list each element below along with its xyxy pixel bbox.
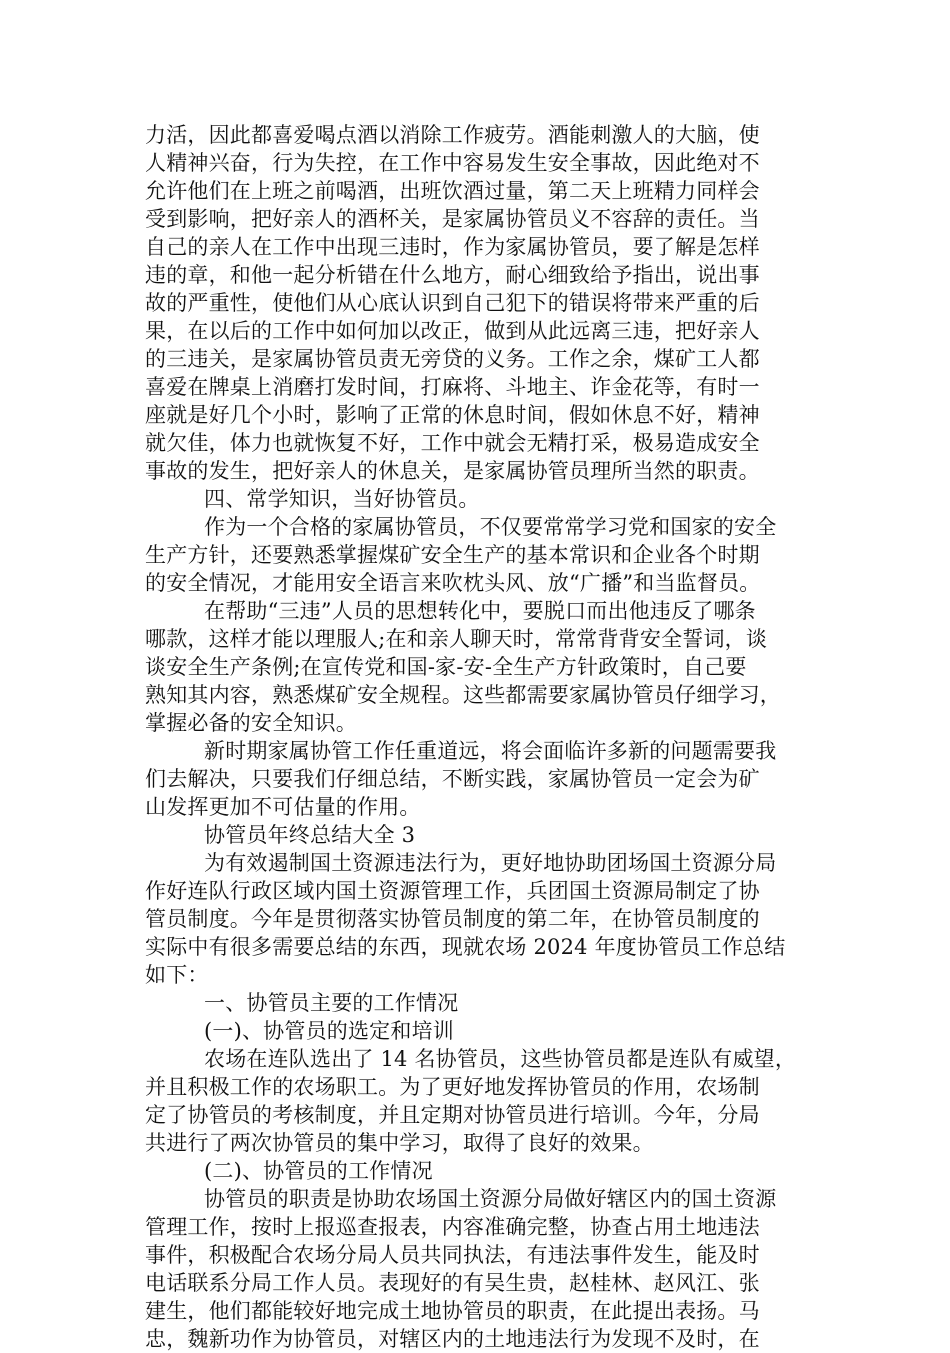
text-line: 协管员年终总结大全 3 [204, 823, 416, 847]
text-line: 故的严重性，使他们从心底认识到自己犯下的错误将带来严重的后 [145, 291, 760, 315]
text-line: 允许他们在上班之前喝酒，出班饮酒过量，第二天上班精力同样会 [145, 179, 760, 203]
text-line: 谈安全生产条例;在宣传党和国-家-安-全生产方针政策时，自己要 [145, 655, 747, 679]
text-line: 在帮助“三违”人员的思想转化中，要脱口而出他违反了哪条 [204, 599, 756, 623]
text-line: 管员制度。今年是贯彻落实协管员制度的第二年，在协管员制度的 [145, 907, 760, 931]
text-line: 生产方针，还要熟悉掌握煤矿安全生产的基本常识和企业各个时期 [145, 543, 760, 567]
text-line: 并且积极工作的农场职工。为了更好地发挥协管员的作用，农场制 [145, 1075, 760, 1099]
text-line: 定了协管员的考核制度，并且定期对协管员进行培训。今年，分局 [145, 1103, 760, 1127]
text-line: 协管员的职责是协助农场国土资源分局做好辖区内的国土资源 [204, 1187, 777, 1211]
text-line: 共进行了两次协管员的集中学习，取得了良好的效果。 [145, 1131, 654, 1155]
text-line: 新时期家属协管工作任重道远，将会面临许多新的问题需要我 [204, 739, 777, 763]
text-line: 管理工作，按时上报巡查报表，内容准确完整，协查占用土地违法 [145, 1215, 760, 1239]
text-line: 忠，魏新功作为协管员，对辖区内的土地违法行为发现不及时，在 [145, 1327, 760, 1351]
text-line: 熟知其内容，熟悉煤矿安全规程。这些都需要家属协管员仔细学习， [145, 683, 781, 707]
text-line: (一)、协管员的选定和培训 [204, 1019, 454, 1043]
text-line: 自己的亲人在工作中出现三违时，作为家属协管员，要了解是怎样 [145, 235, 760, 259]
text-line: 果，在以后的工作中如何加以改正，做到从此远离三违，把好亲人 [145, 319, 760, 343]
text-line: 建生，他们都能较好地完成土地协管员的职责，在此提出表扬。马 [145, 1299, 760, 1323]
text-line: 农场在连队选出了 14 名协管员，这些协管员都是连队有威望， [204, 1047, 797, 1071]
text-line: 受到影响，把好亲人的酒杯关，是家属协管员义不容辞的责任。当 [145, 207, 760, 231]
text-line: 们去解决，只要我们仔细总结，不断实践，家属协管员一定会为矿 [145, 767, 760, 791]
text-line: 如下： [145, 963, 209, 987]
text-line: 事件，积极配合农场分局人员共同执法，有违法事件发生，能及时 [145, 1243, 760, 1267]
text-line: 电话联系分局工作人员。表现好的有吴生贵，赵桂林、赵风江、张 [145, 1271, 760, 1295]
text-line: 喜爱在牌桌上消磨打发时间，打麻将、斗地主、诈金花等，有时一 [145, 375, 760, 399]
text-line: 违的章，和他一起分析错在什么地方，耐心细致给予指出，说出事 [145, 263, 760, 287]
text-line: 作好连队行政区域内国土资源管理工作，兵团国土资源局制定了协 [145, 879, 760, 903]
document-body [145, 121, 809, 1353]
text-line: 为有效遏制国土资源违法行为，更好地协助团场国土资源分局 [204, 851, 777, 875]
text-line: 的安全情况，才能用安全语言来吹枕头风、放“广播”和当监督员。 [145, 571, 761, 595]
text-line: 力活，因此都喜爱喝点酒以消除工作疲劳。酒能刺激人的大脑，使 [145, 123, 760, 147]
text-line: 哪款，这样才能以理服人;在和亲人聊天时，常常背背安全誓词，谈 [145, 627, 768, 651]
text-line: 作为一个合格的家属协管员，不仅要常常学习党和国家的安全 [204, 515, 777, 539]
text-line: 一、协管员主要的工作情况 [204, 991, 459, 1015]
text-line: 事故的发生，把好亲人的休息关，是家属协管员理所当然的职责。 [145, 459, 760, 483]
text-line: 山发挥更加不可估量的作用。 [145, 795, 421, 819]
text-line: 座就是好几个小时，影响了正常的休息时间，假如休息不好，精神 [145, 403, 760, 427]
text-line: 掌握必备的安全知识。 [145, 711, 357, 735]
text-line: 实际中有很多需要总结的东西，现就农场 2024 年度协管员工作总结 [145, 935, 786, 959]
text-line: (二)、协管员的工作情况 [204, 1159, 433, 1183]
text-line: 人精神兴奋，行为失控，在工作中容易发生安全事故，因此绝对不 [145, 151, 760, 175]
text-line: 四、常学知识，当好协管员。 [204, 487, 480, 511]
text-line: 的三违关，是家属协管员责无旁贷的义务。工作之余，煤矿工人都 [145, 347, 760, 371]
text-line: 就欠佳，体力也就恢复不好，工作中就会无精打采，极易造成安全 [145, 431, 760, 455]
